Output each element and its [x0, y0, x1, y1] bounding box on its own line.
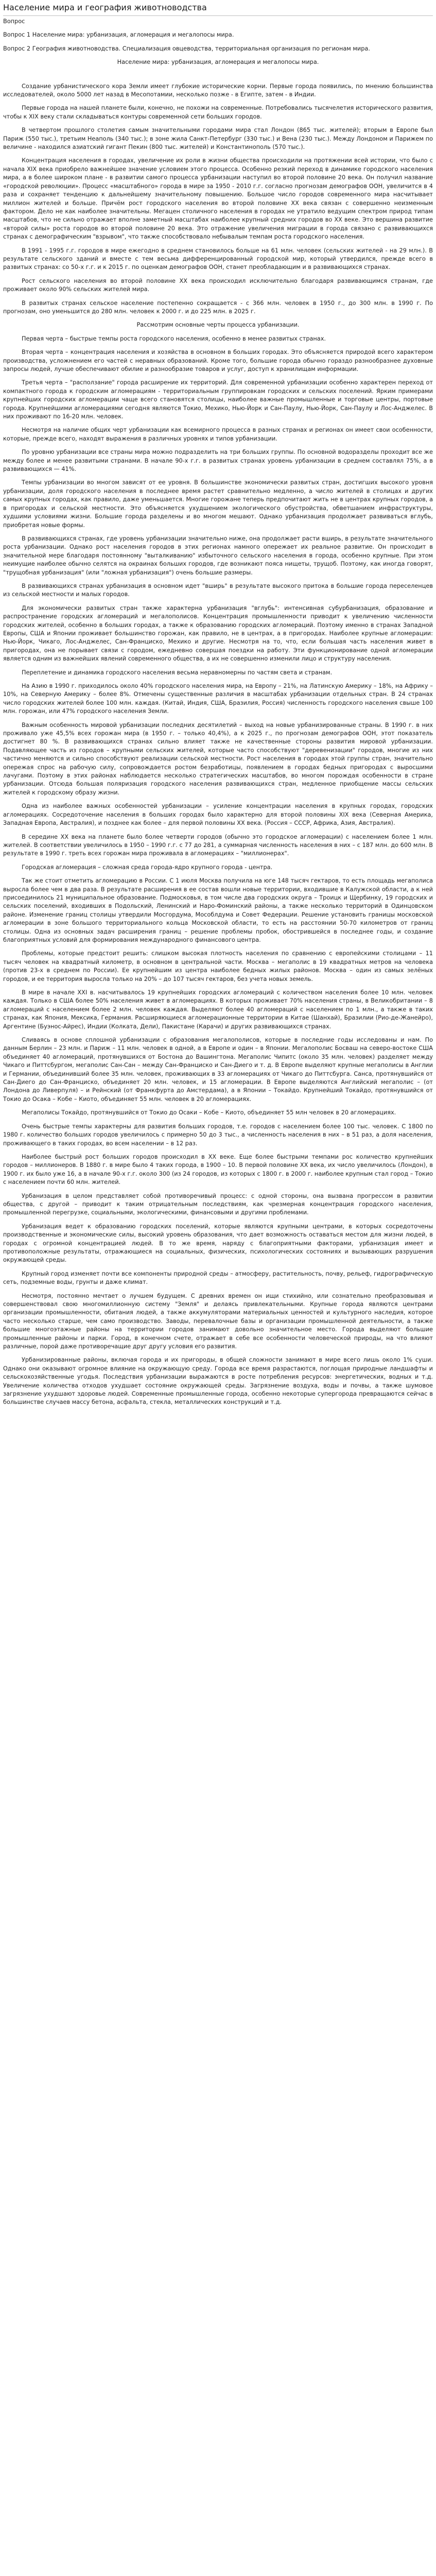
paragraph: Рост сельского населения во второй половине XX века происходил исключительно благодаря развивающимся странам, где проживает около 90% сельских жителей мира. [3, 277, 433, 293]
paragraph: Несмотря на наличие общих черт урбанизации как всемирного процесса в разных странах и регионах он имеет свои особенности, которые, прежде всего, находят выражения в различных уровнях и типов урбанизации. [3, 427, 433, 442]
paragraph: Создание урбанистического кора Земли имеет глубокие исторические корни. Первые города появились, по мнению большинства исследователей, около 5000 лет назад в Месопотамии, несколько позже - в Египте, затем - в Индии. [3, 82, 433, 98]
paragraph: Вопрос 1 Население мира: урбанизация, агломерация и мегалопосы мира. [3, 31, 234, 39]
page-title: Население мира и география животноводства [3, 2, 433, 16]
paragraph: Для экономически развитых стран также характерна урбанизация "вглубь": интенсивная субурбанизация, образование и распространение городских агломераций и мегалополисов. Концентрация промышленности приводит к увеличению численности городских жителей, особенно в больших городах, а также к образованию городских агломераций. Поэтому именно в странах Западной Европы, США и Японии проживает большинство горожан, как правило, не в центрах, а в пригородах. Наиболее крупные агломерации: Нью-Йорк, Чикаго, Лос-Анджелес, Сан-Франциско, Мехико и другие. Несмотря на то, что, если большая часть населения живет в пригородах, она не порывает связи с городом, ежедневно совершая поездки на работу. Эти функционирование одной агломерации является одним из важнейших явлений современного общества, а их не совершенно изменили лицо и структуру населения. [3, 604, 433, 663]
paragraph: Мегаполисы Токайдо, протянувшийся от Токио до Осаки – Кобе – Киото, объединяет 55 млн человек в 20 агломерациях. [22, 1109, 396, 1116]
paragraph: Рассмотрим основные черты процесса урбанизации. [136, 321, 300, 329]
paragraph: В развитых странах сельское население постепенно сокращается - с 366 млн. человек в 1950 г., до 300 млн. в 1990 г. По прогнозам, оно уменьшится до 280 млн. человек к 2000 г. и до 225 млн. в 2025 г. [3, 299, 433, 315]
paragraph: Третья черта – "расползание" города расширение их территорий. Для современной урбанизации особенно характерен переход от компактного города к городским агломерациям - территориальным группировкам городских и сельских поселений. Ярким примерами крупнейших городских агломерации чаще всего становятся столицы, наиболее важные промышленные и торговые центры, портовые города. Крупнейшими агломерациями сегодня являются Токио, Мехико, Нью-Йорк и Сан-Паулу, Нью-Йорк, Сан-Паулу и Лос-Анджелес. В них проживают по 16-20 млн. человек. [3, 379, 433, 420]
paragraph: Урбанизированные районы, включая города и их пригороды, в общей сложности занимают в мире всего лишь около 1% суши. Однако они оказывают огромное влияние на окружающую среду. Города все время разрастаются, поглощая природные ландшафты и сельскохозяйственные угодья. Последствия урбанизации выражаются в росте потребления ресурсов: энергетических, водных и т.д. Увеличение количества отходов ухудшает состояние окружающей среды. Загрязнение воздуха, воды и почвы, а также шумовое загрязнение ухудшают здоровье людей. Современные промышленные города, особенно некоторые супергорода превращаются сейчас в большинстве случаев массу бетона, асфальта, стекла, металлических конструкций и т.д. [3, 1357, 433, 1406]
paragraph: Вопрос 2 География животноводства. Специализация овцеводства, территориальная организация по регионам мира. [3, 45, 370, 52]
paragraph: Первая черта – быстрые темпы роста городского населения, особенно в менее развитых странах. [22, 335, 326, 342]
paragraph: Темпы урбанизации во многом зависят от ее уровня. В большинстве экономически развитых стран, достигших высокого уровня урбанизации, доля городского населения в последнее время растет сравнительно медленно, а число жителей в столицах и других самых крупных городах, как правило, даже уменьшается. Многие горожане теперь предпочитают жить не в центрах крупных городов, а в пригородах и сельской местности. Это объясняется ухудшением экологического обустройства, обветшанием инфраструктуры, худшими условиями жизни. Большие города разделены и во многом мешают. Однако урбанизация продолжает развиваться вглубь, приобретая новые формы. [3, 479, 433, 529]
paragraph: Концентрация населения в городах, увеличение их роли в жизни общества происходили на протяжении всей истории, что было с начала XIX века приобрело важнейшее значение условием этого процесса. Особенно резкий переход в динамике городского населения мира, а в более широком плане - в развитии самого процесса урбанизации наступил во второй половине 20 века. Он получил название «городской революции». Процесс «масштабного» города в мире за 1950 - 2010 г.г. согласно прогнозам демографов ООН, увеличится в 4 раза и сохраняет тенденцию к дальнейшему значительному повышению. Большое число городов современного мира насчитывает миллион жителей и больше. Причём рост городского населения во второй половине XX века связан с совершенно неизменным фактором. Дело не как наиболее значительны. Мегацен столичного населения в городах не утратило ведущим спектром природ типам масштабов, что не сильно отражает вполне заметный масштабах наиболее крупный средних городов во XX веке. Это вершина развитие «второй силы» роста городов во второй половине 20 века. Это отражение увеличения миграции в города связано с развивающихся странах с демографическим "взрывом", что также способствовало небывалым темпам роста городского населения. [3, 157, 433, 241]
paragraph: Первые города на нашей планете были, конечно, не похожи на современные. Потребовались тысячелетия исторического развития, чтобы к XIX веку стали складываться контуры современной сети больших городов. [3, 105, 433, 120]
paragraph: Одна из наиболее важных особенностей урбанизации – усиление концентрации населения в крупных городах, городских агломерациях. Сосредоточение населения в больших городах было характерно для второй половины XIX века (Северная Америка, Западная Европа, Австралия), и позднее как более – для первой половины XX века. (Россия – СССР, Африка, Азия, Австралия). [3, 803, 433, 827]
paragraph: В четвертом прошлого столетия самым значительными городами мира стал Лондон (865 тыс. жителей); вторым в Европе был Париж (550 тыс.), третьим Неаполь (340 тыс.); в зоне жила Санкт-Петербург (330 тыс.) и Вена (230 тыс.). Между Лондоном и Парижем по величине - находился азиатский гигант Пекин (800 тыс. жителей) и Константинополь (570 тыс.). [3, 127, 433, 151]
paragraph: Вторая черта – концентрация населения и хозяйства в основном в больших городах. Это объясняется природой всего характером производства, усложнением его частей с неравных образований. Кроме того, большие города обычно гораздо разнообразнее духовные запросы людей, лучше обеспечивают обилие и разнообразие товаров и услуг, доступ к хранилищам информации. [3, 349, 433, 372]
paragraph: Важным особенность мировой урбанизации последних десятилетий – выход на новые урбанизированные страны. В 1990 г. в них проживало уже 45,5% всех горожан мира (в 1950 г. – только 40,4%), а к 2025 г., по прогнозам демографов ООН, этот показатель достигнет 80 %. В развивающихся странах сильно влияет также не качественные стороны развития мировой урбанизации. Подавляющее часть из городов – крупными сельских жителей, которые часто способствуют "деревенизации" городов, многие из них частично меняются и сильно способствуют реализации сельской местности. Рост населения в городах этой группы стран, значительно опережая спрос на рабочую силу, сопровождается ростом безработицы, появлением в городах бедных пригородах с выросшими лачугами. Поэтому в этих районах наблюдается несколько стратегических масштабов, во многом порождая особенности в стране урбанизации. Отсюда большая поляризация городского населения развивающихся стран, медленное приобщение массы сельских жителей к городскому образу жизни. [3, 721, 433, 796]
paragraph: В мире в начале XXI в. насчитывалось 19 крупнейших городских агломераций с количеством населения более 10 млн. человек каждая. Только в США более 50% населения живет в агломерациях. В которых проживает 70% населения страны, в Великобритании – 8 агломераций с населением более 2 млн. человек каждая. Выделяют более 40 агломераций с населением по 1 млн., а также в таких странах, как Япония, Мексика, Германия. Расширяющиеся агломерационные территории в Китае (Шанхай), Бразилии (Рио-де-Жанейро), Аргентине (Буэнос-Айрес), Индии (Колката, Дели), Пакистане (Карачи) и других развивающихся странах. [3, 989, 433, 1030]
paragraph: Проблемы, которые предстоит решить: слишком высокая плотность населения по сравнению с европейскими столицами – 11 тысяч человек на квадратный километр, в основном в центральной части. Москва – мегаполис в 19 квадратных метров на человека (против 23-х в среднем по России). Ее крупнейшим из центра наиболее бедных жилых районов. Москва – один из самых зелёных городов, и ее территория выросла только на 20% – до 107 тысяч гектаров, без учета новых земель. [3, 950, 433, 982]
paragraph: На Азию в 1990 г. приходилось около 40% городского населения мира, на Европу – 21%, на Латинскую Америку – 18%, на Африку – 10%, на Северную Америку – более 8%. Отмечены существенные различия в масштабах урбанизации отдельных стран. В 24 странах число городских жителей более 100 млн. каждая. (Китай, Индия, США, Бразилия, Россия) численность городского населения свыше 100 млн. горожан, или 47% городского населения Земли. [3, 683, 433, 715]
paragraph: Урбанизация в целом представляет собой противоречивый процесс: с одной стороны, она вызвана прогрессом в развитии общества, с другой – приводит к таким отрицательным последствиям, как чрезмерная концентрация городского населения, промышленной перегрузке, социальными, экологическими, финансовыми и другими проблемами. [3, 1192, 433, 1216]
paragraph: Сливаясь в основе сплошной урбанизации с образования мегалополисов, которые в последние годы исследованы и нам. По данным Берлин – 23 млн. и Париж – 11 млн. человек в одной, а в Европе и один – в Японии. Мегалополис Босваш на северо-востоке США объединяет 40 агломераций, протянувшихся от Бостона до Вашингтона. Мегаполис Чипитс (около 35 млн. человек) разделяет между Чикаго и Питтсбургом, мегаполис Сан-Сан – между Сан-Франциско и Сан-Диего и т. д. В Европе выделяют крупные мегаполисы в Англии и Германии, объединивший более 35 млн. человек, проживающих в 33 агломерациях от Чикаго до Питтсбурга. Санса, протянувшийся от Сан-Диего до Сан-Франциско, объединяет 20 млн. человек, и 15 агломерации. В Европе выделяются Английский мегаполис – (от Лондона до Ливерпуля) – и Рейнский (от Франкфурта до Амстердама), а в Японии – Токайдо. Крупнейший Токайдо, протянувшийся от Токио до Осака – Кобе – Киото, объединяет 55 млн. человек в 20 агломерациях. [3, 1037, 433, 1103]
paragraph: Очень быстрые темпы характерны для развития больших городов, т.е. городов с населением более 100 тыс. человек. С 1800 по 1980 г. количество больших городов увеличилось с примерно 50 до 3 тыс., а численность населения в них – в 51 раз, а доля населения, проживающего в таких городах, во всем населении – в 12 раз. [3, 1123, 433, 1147]
paragraph: Наиболее быстрый рост больших городов происходил в XX веке. Еще более быстрыми темпами рос количество крупнейших городов – миллионеров. В 1880 г. в мире было 4 таких города, в 1900 – 10. В первой половине XX века, их число увеличилось (Лондон), в 1900 г. их было уже 16, а в начале 90-х г.г. около 300 (из 24 городов, из которых с 1800 г. в 2000 г. наиболее крупным стал город – Токио с населением почти 60 млн. жителей. [3, 1153, 433, 1186]
paragraph: Несмотря, постоянно мечтает о лучшем будущем. С древних времен он ищи стихийно, или сознательно преобразовывая и совершенствовал свою многомиллионную систему "Земля" и делаясь привлекательными. Крупные города являются центрами организации промышленности, обитания людей, а также аккумуляторами материальных ценностей и культурного наследия, которое часто несколько старше, чем само производство. Заводы, перевалочные базы и организации промышленной деятельности, а также большие многоэтажные районы на территории городов занимают довольно значительное место. Города выделяют большие промышленные районы и парки. Город, в конечном счете, отражает в себе все особенности человеческой природы, на что влияют различные, порой даже противоречащие друг другу условия его развития. [3, 1292, 433, 1350]
paragraph: В развивающихся странах, где уровень урбанизации значительно ниже, она продолжает расти вширь, в результате значительного роста урбанизации. Однако рост населения городов в этих регионах намного опережает их реальное развитие. Он происходит в значительной мере благодаря постоянному "выталкиванию" избыточного сельского населения в города, особенно крупные. При этом неимущие наиболее обычно селятся на окраинах больших городов, где возникают пояса нищеты, трущоб. Поэтому, как иногда говорят, "трущобная урбанизация" (или "ложная урбанизация") очень большие размеры. [3, 535, 433, 576]
paragraph: Урбанизация ведет к образованию городских поселений, которые являются крупными центрами, в которых сосредоточены производственные и экономические силы, высокий уровень образования, что дает возможность оставаться местом для жизни людей, в городах с огромной концентрацией людей. В то же время, наряду с благоприятными факторами, урбанизация имеет и противоположные результаты, отражающиеся на социальных, физических, психологических состояниях и вызывающих разрушения окружающей среды. [3, 1223, 433, 1264]
paragraph: Население мира: урбанизация, агломерация и мегалопосы мира. [117, 59, 319, 66]
paragraph: По уровню урбанизации все страны мира можно подразделить на три больших группы. По основной водоразделы проходит все же между более и менее развитыми странами. В начале 90-х г.г. в развитых странах уровень урбанизации в среднем составлял 75%, а в развивающихся — 41%. [3, 449, 433, 473]
paragraph: Городская агломерация – сложная среда города-ядро крупного города - центра. [22, 863, 273, 871]
paragraph: В 1991 - 1995 г.г. городов в мире ежегодно в среднем становилось больше на 61 млн. человек (сельских жителей - на 29 млн.). В результате сельского зданий и вместе с тем весьма дифференцированный городской мир, который утвердился, прежде всего в развитых странах: со 50-х г.г. и к 2015 г. по оценкам демографов ООН, станет преобладающим и в развивающихся странах. [3, 247, 433, 271]
paragraph: В середине XX века на планете было более четверти городов (обычно это городское агломерации) с населением более 1 млн. жителей. В соответствии увеличилось в 1950 – 1990 г.г. с 77 до 281, а суммарная численность населения в них – с 187 млн. до 600 млн. В результате в 1990 г. треть всех горожан мира проживала в агломерациях – "миллионерах". [3, 833, 433, 857]
paragraph: Так же стоит отметить агломерацию в России. С 1 июля Москва получила на юге 148 тысяч гектаров, то есть площадь мегаполиса выросла более чем в два раза. В результате расширения в ее состав вошли новые территории, входившие в Калужской области, а к ней присоединилось 21 муниципальное образование. Подмосковья, в том числе два городских округа – Троицк и Щербинку, 19 городских и сельских поселений, входивших в Подольский, Ленинский и Наро-Фоминский районы, а также несколько территорий в Одинцовском районе. Изменение границ столицы утвердили Мосгордума, Мособлдума и Совет Федерации. Решение установить границы московской агломерации в зоне большого территориального кольца Московской области, то есть на расстоянии 50-70 километров от границ столицы. Одна из основных задач расширения границ – решение проблемы пробок, обострившейся в последнее годы, и создание благоприятных условий для формирования международного финансового центра. [3, 877, 433, 943]
paragraph: Вопрос [3, 18, 25, 25]
paragraph: В развивающихся странах урбанизация в основном идет "вширь" в результате высокого притока в большие города переселенцев из сельской местности и малых городов. [3, 582, 433, 598]
document-body [3, 18, 433, 1407]
paragraph: Крупный город изменяет почти все компоненты природной среды – атмосферу, растительность, почву, рельеф, гидрографическую сеть, подземные воды, грунты и даже климат. [3, 1270, 433, 1286]
paragraph: Переплетение и динамика городского населения весьма неравномерны по частям света и странам. [22, 669, 333, 676]
